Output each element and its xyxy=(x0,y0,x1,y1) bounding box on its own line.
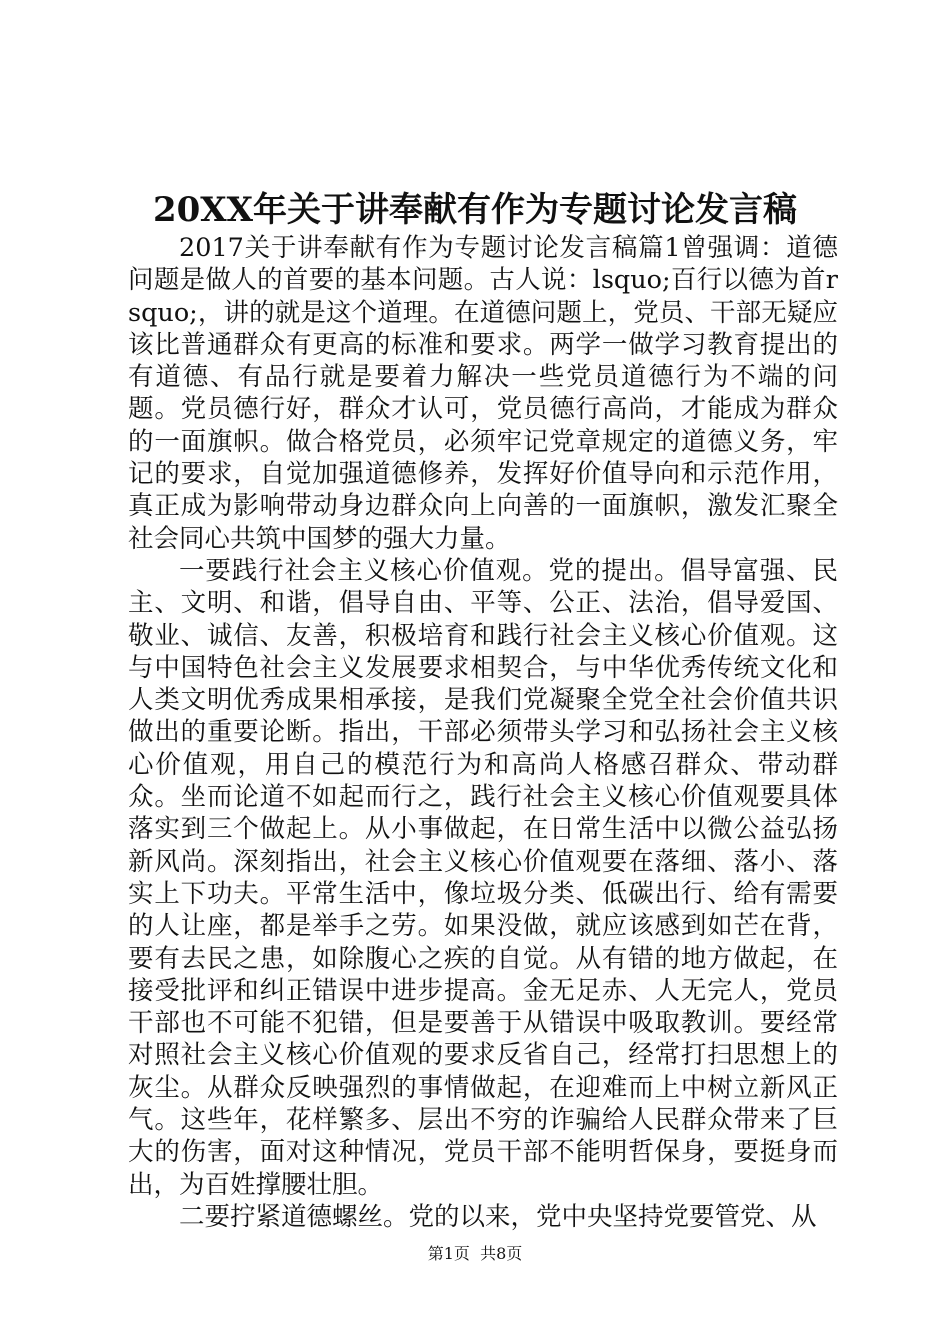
page-footer: 第1页 共8页 xyxy=(427,1244,523,1263)
document-title: 20XX年关于讲奉献有作为专题讨论发言稿 xyxy=(152,190,798,230)
paragraph: 2017关于讲奉献有作为专题讨论发言稿篇1曾强调：道德问题是做人的首要的基本问题。古人说：lsquo;百行以德为首rsquo;，讲的就是这个道理。在道德问题上，党员、干部无疑应该比普通群众有更高的标准和要求。两学一做学习教育提出的有道德、有品行就是要着力解决一些党员道德行为不端的问题。党员德行好，群众才认可，党员德行高尚，才能成为群众的一面旗帜。做合格党员，必须牢记党章规定的道德义务，牢记的要求，自觉加强道德修养，发挥好价值导向和示范作用，真正成为影响带动身边群众向上向善的一面旗帜，激发汇聚全社会同心共筑中国梦的强大力量。 xyxy=(128,233,838,554)
paragraph: 二要拧紧道德螺丝。党的以来，党中央坚持党要管党、从 xyxy=(179,1201,817,1232)
paragraph: 一要践行社会主义核心价值观。党的提出。倡导富强、民主、文明、和谐，倡导自由、平等、公正、法治，倡导爱国、敬业、诚信、友善，积极培育和践行社会主义核心价值观。这与中国特色社会主义发展要求相契合，与中华优秀传统文化和人类文明优秀成果相承接，是我们党凝聚全党全社会价值共识做出的重要论断。指出，干部必须带头学习和弘扬社会主义核心价值观，用自己的模范行为和高尚人格感召群众、带动群众。坐而论道不如起而行之，践行社会主义核心价值观要具体落实到三个做起上。从小事做起，在日常生活中以微公益弘扬新风尚。深刻指出，社会主义核心价值观要在落细、落小、落实上下功夫。平常生活中，像垃圾分类、低碳出行、给有需要的人让座，都是举手之劳。如果没做，就应该感到如芒在背，要有去民之患，如除腹心之疾的自觉。从有错的地方做起，在接受批评和纠正错误中进步提高。金无足赤、人无完人，党员干部也不可能不犯错，但是要善于从错误中吸取教训。要经常对照社会主义核心价值观的要求反省自己，经常打扫思想上的灰尘。从群众反映强烈的事情做起，在迎难而上中树立新风正气。这些年，花样繁多、层出不穷的诈骗给人民群众带来了巨大的伤害，面对这种情况，党员干部不能明哲保身，要挺身而出，为百姓撑腰壮胆。 xyxy=(128,555,838,1200)
document-body xyxy=(128,232,838,1233)
